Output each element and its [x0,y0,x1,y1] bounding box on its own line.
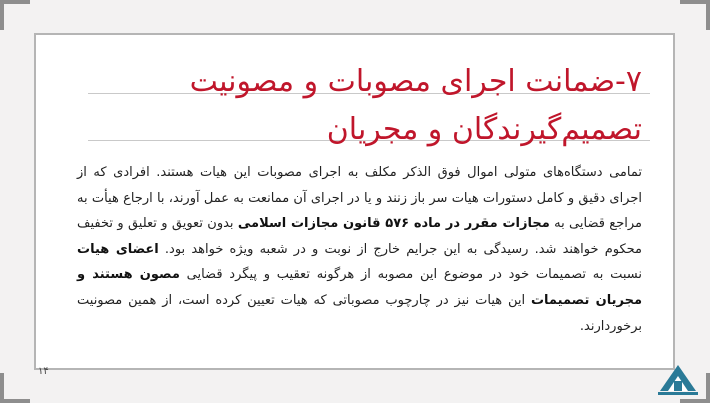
corner-bracket-top-left [0,0,30,30]
body-text-3: نسبت به تصمیمات خود در موضوع این مصوبه از هرگونه تعقیب و پیگرد قضایی [179,267,643,283]
body-bold-immunity: مصون هستند و مجریان تصمیمات [77,267,642,308]
body-bold-members: اعضای هیات [77,241,159,257]
body-text-1: تمامی دستگاه‌های متولی اموال فوق الذکر مکلف به اجرای مصوبات این هیات هستند. افرادی که از اجرای دقیق و کامل دستورات هیات سر باز زنند و یا در اجرای آن ممانعت به عمل آورند، با ارجاع هیأت به مراجع قضایی به [77,165,643,232]
organization-logo-icon [656,361,700,397]
slide-title [82,58,642,154]
corner-bracket-bottom-left [0,373,30,403]
body-text-2: بدون تعویق و تعلیق و تخفیف محکوم خواهند شد. رسیدگی به این جرایم خارج از نوبت و در شعبه ویژه خواهد بود. [77,216,642,257]
body-text-4: این هیات نیز در چارچوب مصوباتی که هیات تعیین کرده است، از همین مصونیت برخوردارند. [77,292,642,334]
body-paragraph [77,160,642,339]
slide-title-line-1: ۷-ضمانت اجرای مصوبات و مصونیت [189,64,642,99]
corner-bracket-top-right [680,0,710,30]
slide-title-line-2: تصمیم‌گیرندگان و مجریان [326,112,642,147]
page-number: ۱۴ [38,366,49,377]
body-bold-penalty: مجازات مقرر در ماده ۵۷۶ قانون مجازات اسلامی [237,216,550,232]
